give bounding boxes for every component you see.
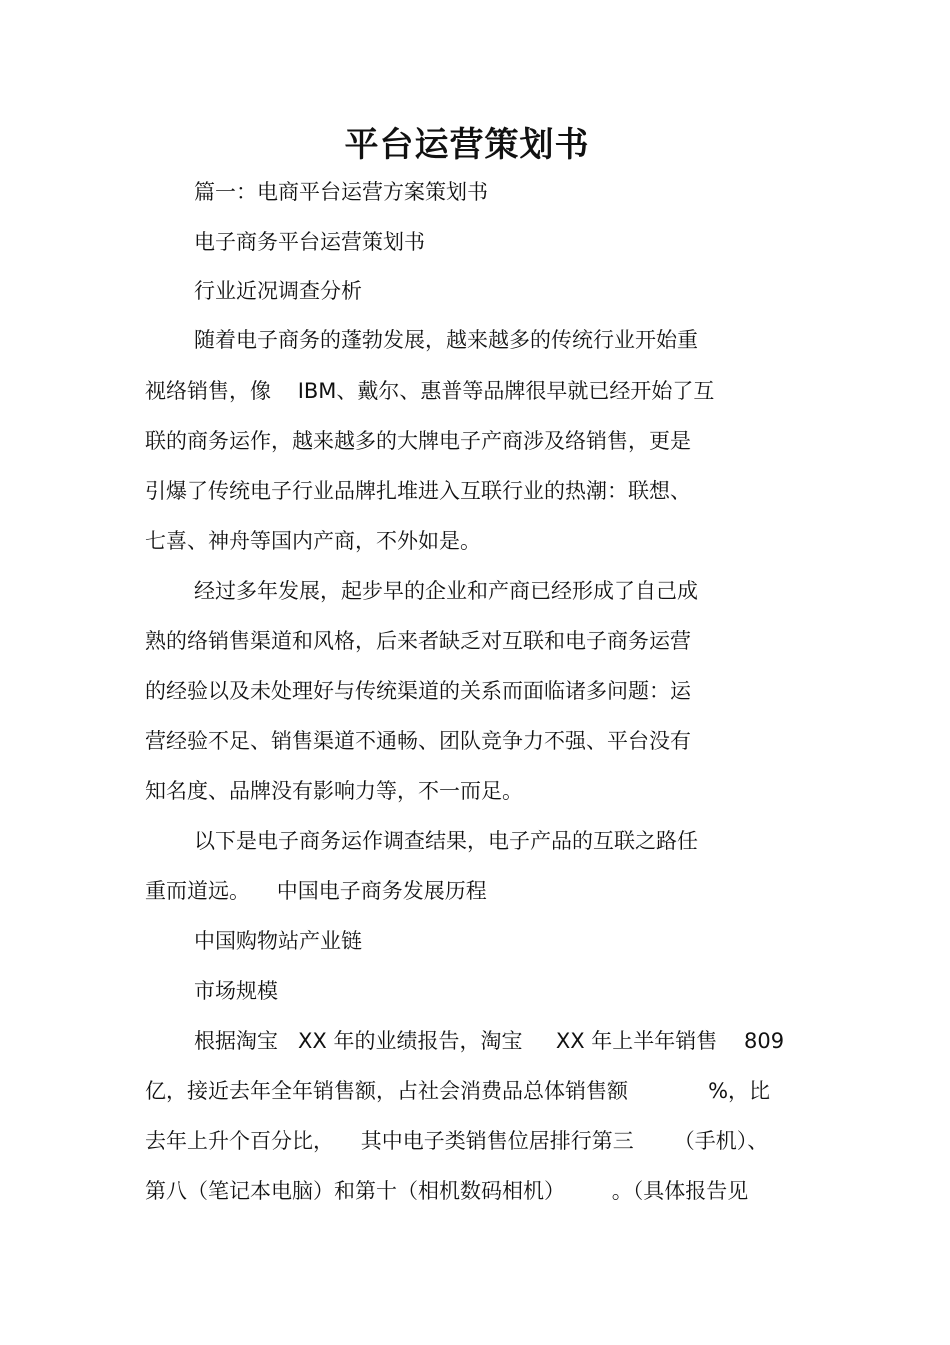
section-heading-industry-chain: 中国购物站产业链	[194, 929, 362, 953]
paragraph-line: 第八（笔记本电脑）和第十（相机数码相机） 。（具体报告见	[145, 1179, 749, 1203]
document-title: 平台运营策划书	[344, 125, 590, 165]
paragraph-line: 重而道远。 中国电子商务发展历程	[145, 879, 487, 903]
paragraph-line: 经过多年发展，起步早的企业和产商已经形成了自己成	[194, 579, 698, 603]
section-heading-analysis: 行业近况调查分析	[194, 279, 362, 303]
paragraph-line: 以下是电子商务运作调查结果，电子产品的互联之路任	[194, 829, 698, 853]
paragraph-line: 引爆了传统电子行业品牌扎堆进入互联行业的热潮：联想、	[145, 479, 691, 503]
paragraph-line: 营经验不足、销售渠道不通畅、团队竞争力不强、平台没有	[145, 729, 691, 753]
paragraph-line: 的经验以及未处理好与传统渠道的关系而面临诸多问题：运	[145, 679, 691, 703]
paragraph-line: 知名度、品牌没有影响力等，不一而足。	[145, 779, 523, 803]
paragraph-line: 熟的络销售渠道和风格，后来者缺乏对互联和电子商务运营	[145, 629, 691, 653]
section-heading-market-size: 市场规模	[194, 979, 278, 1003]
paragraph-line: 视络销售，像 IBM、戴尔、惠普等品牌很早就已经开始了互	[145, 379, 715, 403]
paragraph-line: 去年上升个百分比， 其中电子类销售位居排行第三 （手机）、	[145, 1129, 769, 1153]
paragraph-line: 亿，接近去年全年销售额，占社会消费品总体销售额 %，比	[145, 1079, 771, 1103]
paragraph-line: 七喜、神舟等国内产商，不外如是。	[145, 529, 481, 553]
paragraph-line: 随着电子商务的蓬勃发展，越来越多的传统行业开始重	[194, 328, 698, 352]
paragraph-line: 根据淘宝 XX 年的业绩报告，淘宝 XX 年上半年销售 809	[194, 1029, 785, 1053]
paragraph-line: 联的商务运作，越来越多的大牌电子产商涉及络销售，更是	[145, 429, 691, 453]
section-heading-1: 篇一：电商平台运营方案策划书	[194, 180, 488, 204]
subtitle: 电子商务平台运营策划书	[194, 230, 425, 254]
